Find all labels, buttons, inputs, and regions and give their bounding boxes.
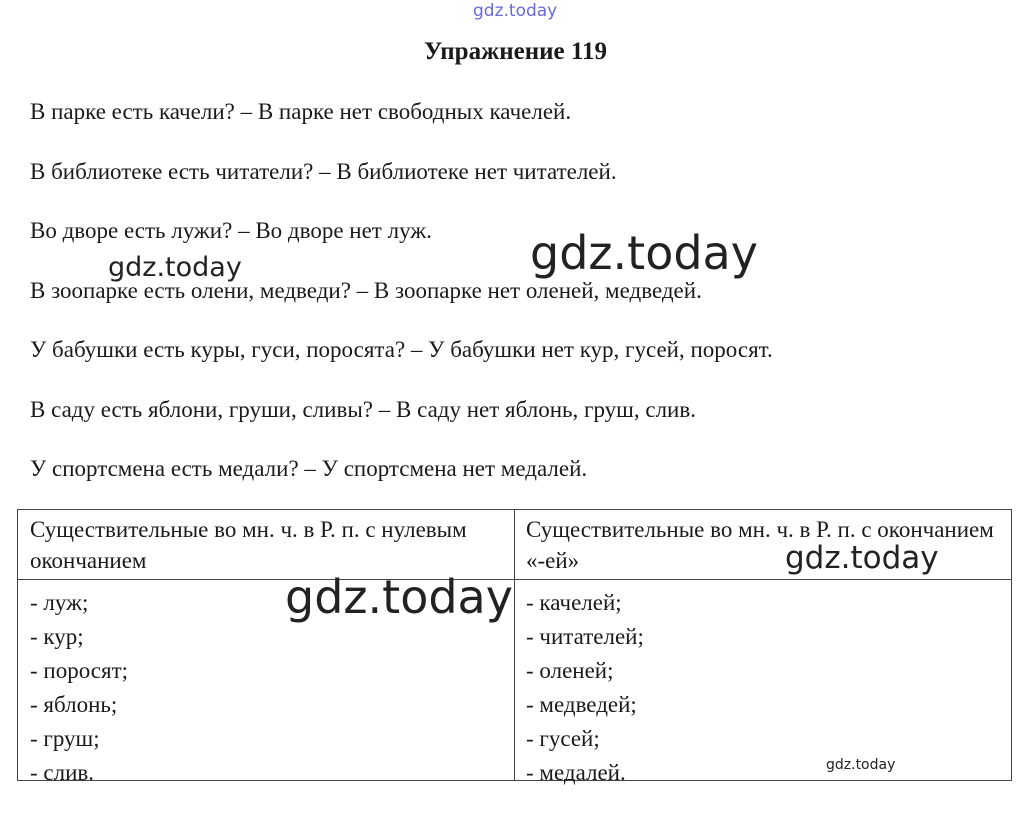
list-item: - яблонь; <box>30 692 118 717</box>
zero-ending-list <box>30 586 128 790</box>
exercise-title: Упражнение 119 <box>423 38 607 65</box>
list-item: - медалей. <box>526 760 626 785</box>
table-column-divider <box>514 510 515 780</box>
list-item: - кур; <box>30 624 84 649</box>
list-item: - качелей; <box>526 590 622 615</box>
table-header-zero-ending: Существительные во мн. ч. в Р. п. с нулевым окончанием <box>30 517 467 573</box>
watermark-small: gdz.today <box>826 757 896 773</box>
sentence-2: В библиотеке есть читатели? – В библиотеке нет читателей. <box>30 158 617 184</box>
sentence-list <box>30 96 1010 513</box>
list-item: - читателей; <box>526 624 644 649</box>
list-item: - поросят; <box>30 658 129 683</box>
watermark-table-right: gdz.today <box>785 540 939 576</box>
list-item: - оленей; <box>526 658 614 683</box>
list-item: - медведей; <box>526 692 637 717</box>
watermark-table-mid: gdz.today <box>285 570 513 624</box>
ey-ending-list <box>526 586 644 790</box>
sentence-7: У спортсмена есть медали? – У спортсмена нет медалей. <box>30 456 588 481</box>
watermark-top: gdz.today <box>473 1 558 21</box>
list-item: - луж; <box>30 590 89 615</box>
watermark-large: gdz.today <box>530 226 758 280</box>
sentence-5: У бабушки есть куры, гуси, поросята? – У бабушки нет кур, гусей, поросят. <box>30 337 773 362</box>
table-header-ey-ending: Существительные во мн. ч. в Р. п. с окончанием «-ей» <box>526 517 994 573</box>
sentence-3: Во дворе есть лужи? – Во дворе нет луж. <box>30 218 432 243</box>
table-header-divider <box>18 579 1011 580</box>
watermark-left: gdz.today <box>108 252 242 283</box>
sentence-1: В парке есть качели? – В парке нет свободных качелей. <box>30 99 572 124</box>
list-item: - груш; <box>30 726 100 751</box>
list-item: - гусей; <box>526 726 600 751</box>
sentence-6: В саду есть яблони, груши, сливы? – В саду нет яблонь, груш, слив. <box>30 396 696 422</box>
sentence-4: В зоопарке есть олени, медведи? – В зоопарке нет оленей, медведей. <box>30 277 702 303</box>
list-item: - слив. <box>30 760 95 785</box>
